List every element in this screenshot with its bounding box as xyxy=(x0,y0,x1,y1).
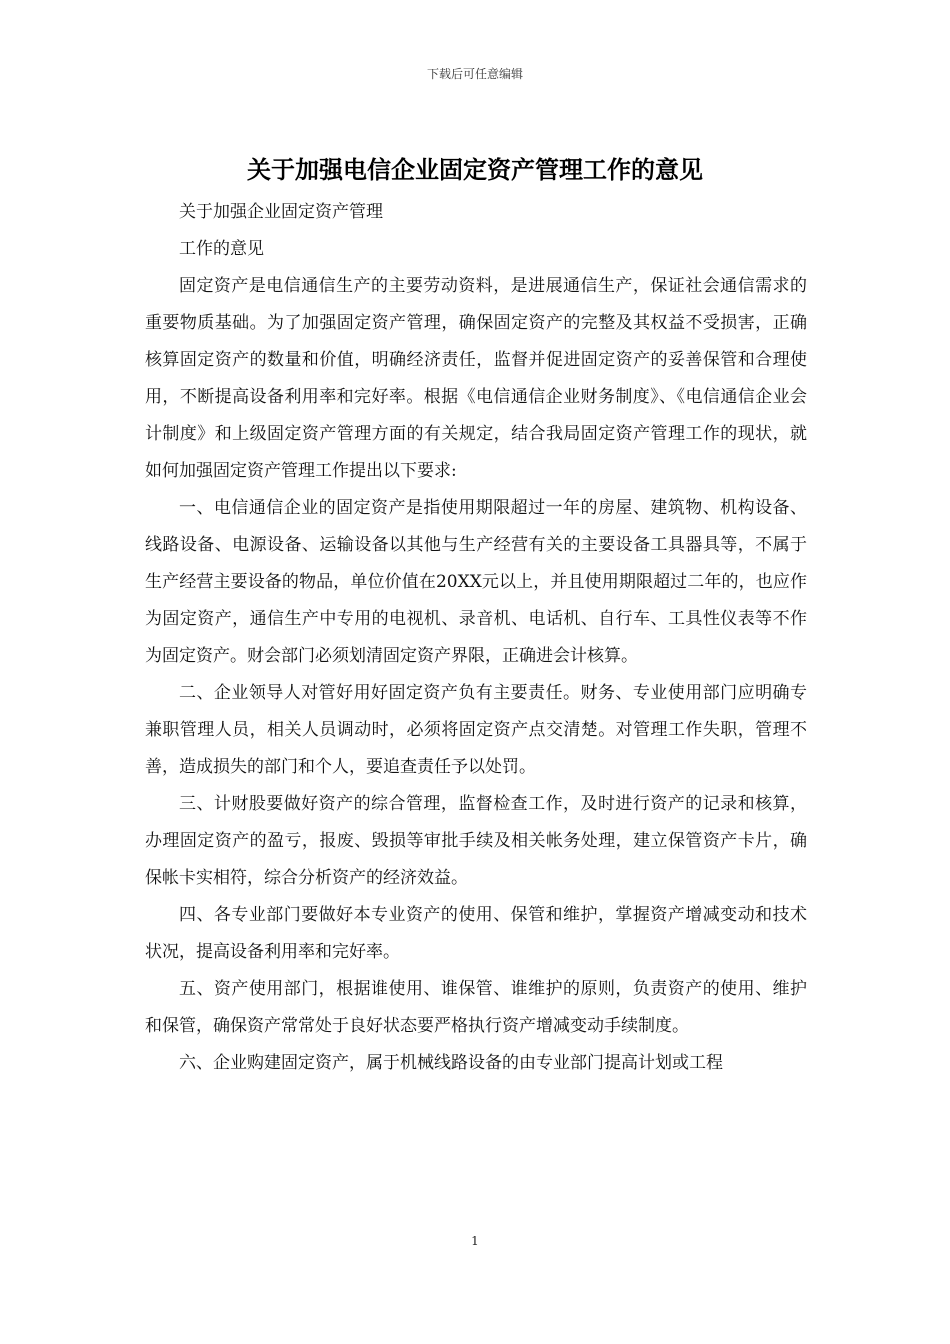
paragraph-item-4: 四、各专业部门要做好本专业资产的使用、保管和维护，掌握资产增减变动和技术状况，提高设备利用率和完好率。 xyxy=(145,905,807,962)
subtitle-line-2: 工作的意见 xyxy=(179,239,264,259)
paragraph-item-2: 二、企业领导人对管好用好固定资产负有主要责任。财务、专业使用部门应明确专兼职管理人员，相关人员调动时，必须将固定资产点交清楚。对管理工作失职，管理不善，造成损失的部门和个人，要追查责任予以处罚。 xyxy=(145,683,807,777)
subtitle-line-1: 关于加强企业固定资产管理 xyxy=(179,202,383,222)
paragraph-item-5: 五、资产使用部门，根据谁使用、谁保管、谁维护的原则，负责资产的使用、维护和保管，确保资产常常处于良好状态要严格执行资产增减变动手续制度。 xyxy=(145,979,807,1036)
paragraph-item-3: 三、计财股要做好资产的综合管理，监督检查工作，及时进行资产的记录和核算，办理固定资产的盈亏，报废、毁损等审批手续及相关帐务处理，建立保管资产卡片，确保帐卡实相符，综合分析资产的经济效益。 xyxy=(145,794,807,888)
document-body xyxy=(145,194,807,1082)
document-title: 关于加强电信企业固定资产管理工作的意见 xyxy=(247,155,703,184)
paragraph-item-1: 一、电信通信企业的固定资产是指使用期限超过一年的房屋、建筑物、机构设备、线路设备、电源设备、运输设备以其他与生产经营有关的主要设备工具器具等，不属于生产经营主要设备的物品，单位价值在20XX元以上，并且使用期限超过二年的，也应作为固定资产，通信生产中专用的电视机、录音机、电话机、自行车、工具性仪表等不作为固定资产。财会部门必须划清固定资产界限，正确进会计核算。 xyxy=(145,498,807,666)
page-number: 1 xyxy=(471,1234,479,1248)
page-header-note: 下载后可任意编辑 xyxy=(426,67,523,81)
paragraph-item-6: 六、企业购建固定资产，属于机械线路设备的由专业部门提高计划或工程 xyxy=(179,1053,723,1073)
paragraph-intro: 固定资产是电信通信生产的主要劳动资料，是进展通信生产，保证社会通信需求的重要物质基础。为了加强固定资产管理，确保固定资产的完整及其权益不受损害，正确核算固定资产的数量和价值，明确经济责任，监督并促进固定资产的妥善保管和合理使用，不断提高设备利用率和完好率。根据《电信通信企业财务制度》、《电信通信企业会计制度》和上级固定资产管理方面的有关规定，结合我局固定资产管理工作的现状，就如何加强固定资产管理工作提出以下要求: xyxy=(145,276,807,481)
